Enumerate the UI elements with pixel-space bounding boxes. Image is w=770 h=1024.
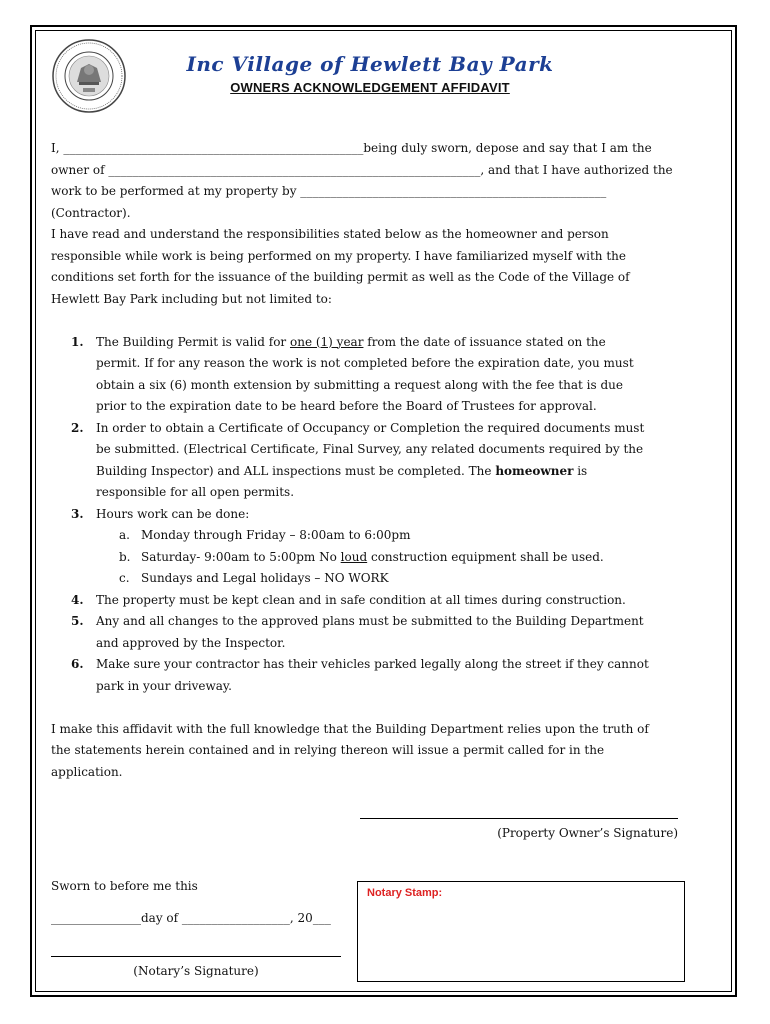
list-item-2-cont — [51, 461, 691, 483]
list-item-5 — [51, 611, 691, 633]
list-number: 5. — [71, 614, 84, 628]
text: In order to obtain a Certificate of Occupancy or Completion the required documents must — [96, 420, 645, 435]
property-blank[interactable]: ______________________________________________________________ — [108, 162, 481, 177]
list-item-6 — [51, 654, 691, 676]
list-item-5-cont: and approved by the Inspector. — [96, 635, 286, 650]
sub-item-b — [51, 547, 691, 569]
text: The Building Permit is valid for — [96, 334, 290, 349]
spacer — [51, 310, 691, 332]
text: Sundays and Legal holidays – NO WORK — [141, 571, 389, 585]
village-seal-icon — [51, 38, 127, 114]
village-title: Inc Village of Hewlett Bay Park — [186, 52, 554, 76]
notary-signature-label: (Notary’s Signature) — [133, 964, 259, 978]
owner-signature-line[interactable] — [360, 818, 678, 819]
text: Any and all changes to the approved plans must be submitted to the Building Department — [96, 614, 644, 628]
owner-signature-label: (Property Owner’s Signature) — [497, 826, 678, 840]
intro-line-3 — [51, 181, 691, 203]
paragraph-line: conditions set forth for the issuance of the building permit as well as the Code of the Village of — [51, 270, 630, 284]
list-item-3 — [51, 504, 691, 526]
notary-stamp-label: Notary Stamp: — [367, 887, 443, 899]
closing-line: I make this affidavit with the full knowledge that the Building Department relies upon the truth of — [51, 721, 649, 736]
list-number: 6. — [71, 657, 84, 671]
text: work to be performed at my property by — [51, 184, 301, 198]
text: Make sure your contractor has their vehicles parked legally along the street if they cannot — [96, 657, 649, 671]
name-blank[interactable]: __________________________________________________ — [63, 141, 364, 155]
list-item-1-cont: prior to the expiration date to be heard before the Board of Trustees for approval. — [96, 399, 597, 413]
year-blank[interactable]: ___ — [312, 911, 331, 925]
paragraph-line: I have read and understand the responsibilities stated below as the homeowner and person — [51, 227, 609, 241]
day-blank[interactable]: _______________ — [51, 911, 141, 925]
text: from the date of issuance stated on the — [363, 334, 606, 349]
month-blank[interactable]: __________________ — [181, 911, 290, 925]
sub-item-a — [51, 525, 691, 547]
list-item-2-cont: be submitted. (Electrical Certificate, Final Survey, any related documents required by the — [96, 442, 644, 456]
document-title: OWNERS ACKNOWLEDGEMENT AFFIDAVIT — [230, 80, 510, 95]
text: Monday through Friday – 8:00am to 6:00pm — [141, 528, 411, 542]
text: , 20 — [289, 911, 313, 925]
text: being duly sworn, depose and say that I am the — [363, 141, 652, 155]
list-item-4 — [51, 590, 691, 612]
intro-line-2 — [51, 160, 691, 182]
closing-line: application. — [51, 764, 123, 779]
list-number: 2. — [71, 420, 84, 435]
text: owner of — [51, 162, 109, 177]
list-item-2 — [51, 418, 691, 440]
contractor-blank[interactable]: ___________________________________________________ — [300, 184, 607, 198]
list-item-1 — [51, 332, 691, 354]
list-number: 1. — [71, 334, 84, 349]
list-item-6-cont: park in your driveway. — [96, 678, 232, 693]
notary-signature-line[interactable] — [51, 956, 341, 957]
sub-letter: c. — [119, 571, 130, 585]
list-number: 3. — [71, 506, 84, 521]
text: day of — [141, 911, 182, 925]
spacer — [51, 697, 691, 719]
sub-letter: a. — [119, 528, 130, 542]
text: , and that I have authorized the — [480, 162, 673, 177]
text: Saturday- 9:00am to 5:00pm No — [141, 549, 341, 564]
text: construction equipment shall be used. — [367, 549, 604, 564]
text: I, — [51, 141, 64, 155]
text-bold: homeowner — [495, 463, 574, 478]
text-underlined: loud — [340, 549, 368, 564]
text: The property must be kept clean and in safe condition at all times during construction. — [96, 592, 626, 607]
sworn-text: Sworn to before me this — [51, 879, 198, 893]
sub-item-c — [51, 568, 691, 590]
notary-stamp-box[interactable] — [357, 881, 685, 982]
sub-letter: b. — [119, 549, 131, 564]
text: is — [573, 463, 588, 478]
closing-line: the statements herein contained and in relying thereon will issue a permit called for in the — [51, 743, 605, 757]
paragraph-line: Hewlett Bay Park including but not limited to: — [51, 291, 332, 306]
list-number: 4. — [71, 592, 84, 607]
list-item-2-cont: responsible for all open permits. — [96, 485, 295, 499]
text: Hours work can be done: — [96, 506, 250, 521]
text: Building Inspector) and ALL inspections must be completed. The — [96, 463, 496, 478]
paragraph-line: responsible while work is being performed on my property. I have familiarized myself with the — [51, 248, 626, 263]
intro-line-1 — [51, 138, 691, 160]
date-line — [51, 911, 331, 925]
intro-line-4: (Contractor). — [51, 205, 131, 220]
list-item-1-cont: permit. If for any reason the work is not completed before the expiration date, you must — [96, 356, 634, 370]
list-item-1-cont: obtain a six (6) month extension by submitting a request along with the fee that is due — [96, 377, 623, 392]
text-underlined: one (1) year — [289, 334, 364, 349]
affidavit-body — [51, 138, 691, 783]
